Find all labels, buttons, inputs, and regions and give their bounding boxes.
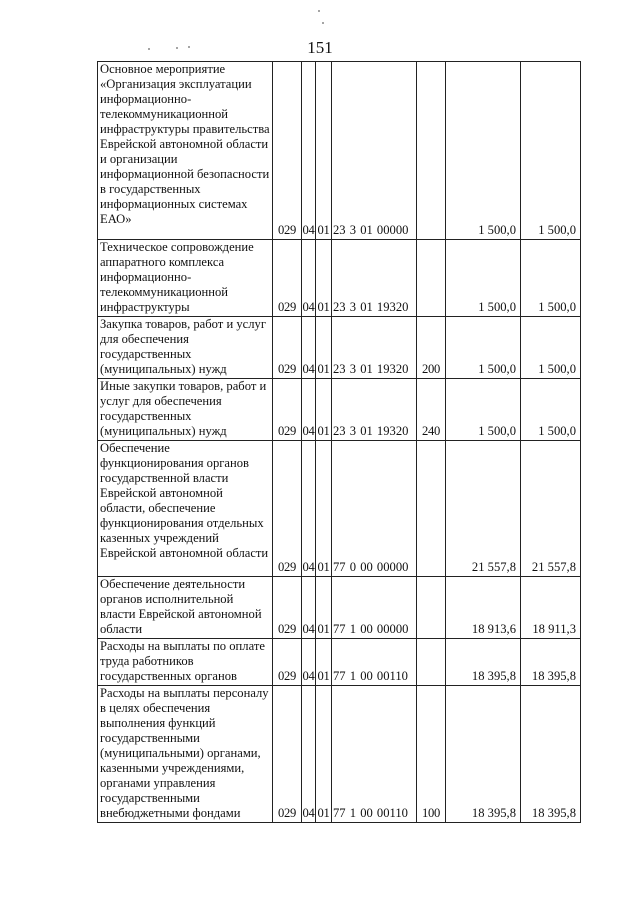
scan-speck (188, 46, 190, 48)
budget-table (97, 61, 581, 823)
row-name: Расходы на выплаты по оплате труда работников государственных органов (98, 639, 273, 686)
amount-1: 1 500,0 (446, 317, 521, 379)
row-name: Иные закупки товаров, работ и услуг для обеспечения государственных (муниципальных) нужд (98, 379, 273, 441)
amount-1: 18 913,6 (446, 577, 521, 639)
amount-1: 21 557,8 (446, 441, 521, 577)
section-code: 04 (302, 240, 316, 317)
target-article-code: 77 1 00 00000 (332, 577, 417, 639)
subsection-code: 01 (316, 577, 332, 639)
table-row (98, 240, 581, 317)
admin-code: 029 (273, 441, 302, 577)
amount-1: 1 500,0 (446, 62, 521, 240)
admin-code: 029 (273, 62, 302, 240)
admin-code: 029 (273, 577, 302, 639)
amount-2: 21 557,8 (521, 441, 581, 577)
subsection-code: 01 (316, 686, 332, 823)
admin-code: 029 (273, 317, 302, 379)
expense-type-code (417, 62, 446, 240)
row-name: Основное мероприятие «Организация эксплуатации информационно-телекоммуникационной инфраструктуры правительства Еврейской автономной области и организации информационной безопасности в государственных информационных системах ЕАО» (98, 62, 273, 240)
admin-code: 029 (273, 639, 302, 686)
amount-1: 1 500,0 (446, 379, 521, 441)
row-name: Обеспечение деятельности органов исполнительной власти Еврейской автономной области (98, 577, 273, 639)
subsection-code: 01 (316, 62, 332, 240)
subsection-code: 01 (316, 441, 332, 577)
page-number: 151 (307, 38, 333, 57)
amount-2: 18 911,3 (521, 577, 581, 639)
amount-2: 1 500,0 (521, 62, 581, 240)
target-article-code: 77 1 00 00110 (332, 639, 417, 686)
table-row (98, 639, 581, 686)
section-code: 04 (302, 62, 316, 240)
section-code: 04 (302, 441, 316, 577)
table-row (98, 62, 581, 240)
table-row (98, 441, 581, 577)
amount-2: 18 395,8 (521, 639, 581, 686)
table-row (98, 379, 581, 441)
amount-1: 18 395,8 (446, 686, 521, 823)
expense-type-code: 100 (417, 686, 446, 823)
subsection-code: 01 (316, 240, 332, 317)
amount-2: 1 500,0 (521, 317, 581, 379)
target-article-code: 77 1 00 00110 (332, 686, 417, 823)
admin-code: 029 (273, 379, 302, 441)
target-article-code: 77 0 00 00000 (332, 441, 417, 577)
scan-speck (322, 22, 324, 24)
subsection-code: 01 (316, 317, 332, 379)
expense-type-code (417, 639, 446, 686)
amount-2: 18 395,8 (521, 686, 581, 823)
table-row (98, 577, 581, 639)
table-row (98, 686, 581, 823)
amount-2: 1 500,0 (521, 240, 581, 317)
target-article-code: 23 3 01 19320 (332, 317, 417, 379)
expense-type-code (417, 441, 446, 577)
section-code: 04 (302, 577, 316, 639)
subsection-code: 01 (316, 379, 332, 441)
expense-type-code (417, 577, 446, 639)
section-code: 04 (302, 639, 316, 686)
row-name: Обеспечение функционирования органов государственной власти Еврейской автономной области, обеспечение функционирования отдельных казенных учреждений Еврейской автономной области (98, 441, 273, 577)
target-article-code: 23 3 01 19320 (332, 379, 417, 441)
admin-code: 029 (273, 686, 302, 823)
expense-type-code: 240 (417, 379, 446, 441)
target-article-code: 23 3 01 19320 (332, 240, 417, 317)
row-name: Расходы на выплаты персоналу в целях обеспечения выполнения функций государственными (муниципальными) органами, казенными учреждениями, органами управления государственными внебюджетными фондами (98, 686, 273, 823)
section-code: 04 (302, 317, 316, 379)
amount-1: 1 500,0 (446, 240, 521, 317)
row-name: Закупка товаров, работ и услуг для обеспечения государственных (муниципальных) нужд (98, 317, 273, 379)
target-article-code: 23 3 01 00000 (332, 62, 417, 240)
subsection-code: 01 (316, 639, 332, 686)
section-code: 04 (302, 379, 316, 441)
scan-speck (176, 47, 178, 49)
expense-type-code (417, 240, 446, 317)
expense-type-code: 200 (417, 317, 446, 379)
amount-1: 18 395,8 (446, 639, 521, 686)
amount-2: 1 500,0 (521, 379, 581, 441)
table-row (98, 317, 581, 379)
scan-speck (318, 10, 320, 12)
scan-speck (148, 48, 150, 50)
admin-code: 029 (273, 240, 302, 317)
section-code: 04 (302, 686, 316, 823)
row-name: Техническое сопровождение аппаратного комплекса информационно-телекоммуникационной инфраструктуры (98, 240, 273, 317)
